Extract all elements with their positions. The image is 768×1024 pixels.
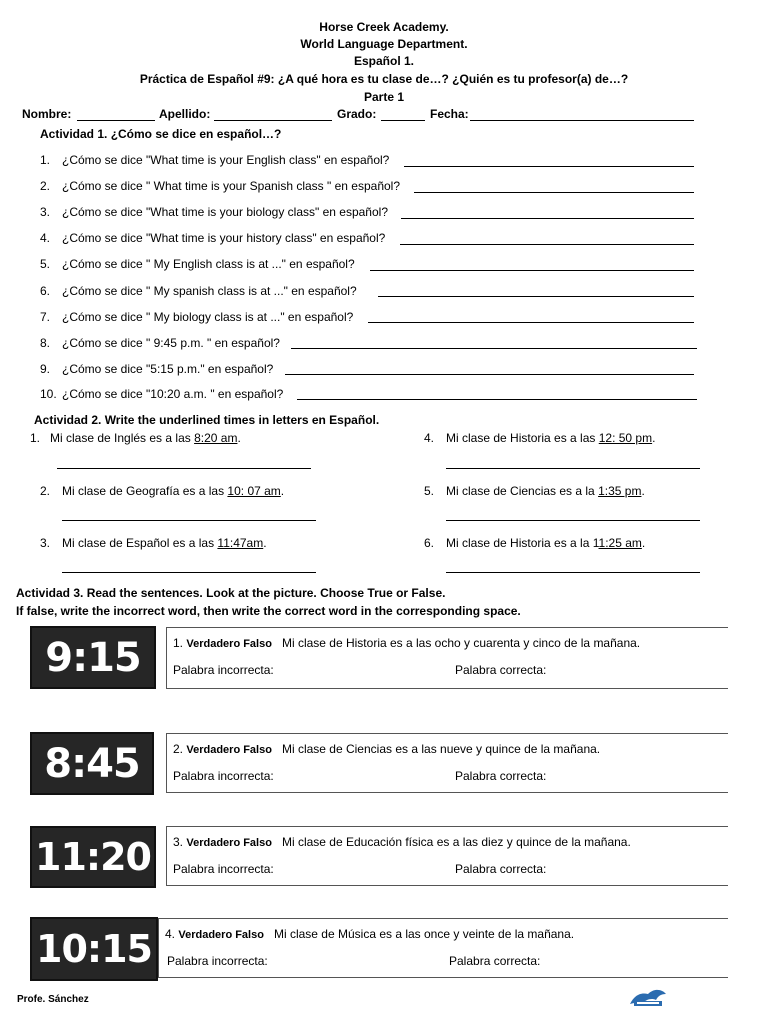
actividad1-title: Actividad 1. ¿Cómo se dice en español…?: [40, 127, 282, 141]
fecha-label: Fecha:: [430, 107, 469, 121]
grado-label: Grado:: [337, 107, 377, 121]
correct-word-field-3[interactable]: Palabra correcta:: [455, 862, 547, 876]
nombre-label: Nombre:: [22, 107, 72, 121]
correct-word-field-2[interactable]: Palabra correcta:: [455, 769, 547, 783]
department-name: World Language Department.: [300, 37, 468, 51]
actividad3-title-1: Actividad 3. Read the sentences. Look at the picture. Choose True or False.: [16, 586, 446, 600]
answer-line-1[interactable]: [404, 166, 694, 167]
statement-card-3: [166, 826, 728, 886]
actividad2-title: Actividad 2. Write the underlined times in letters en Español.: [34, 413, 380, 427]
time-item-4: 4. Mi clase de Historia es a las 12: 50 pm.: [424, 431, 656, 445]
incorrect-word-field-1[interactable]: Palabra incorrecta:: [173, 663, 274, 677]
incorrect-word-field-4[interactable]: Palabra incorrecta:: [167, 954, 268, 968]
true-false-choice-3[interactable]: Verdadero Falso: [186, 837, 272, 849]
nombre-blank[interactable]: [77, 120, 155, 121]
question-9: 9. ¿Cómo se dice "5:15 p.m." en español?: [40, 362, 274, 376]
time-answer-5[interactable]: [446, 520, 700, 521]
question-5: 5. ¿Cómo se dice " My English class is at ..." en español?: [40, 257, 355, 271]
question-8: 8. ¿Cómo se dice " 9:45 p.m. " en español?: [40, 336, 280, 350]
time-answer-6[interactable]: [446, 572, 700, 573]
correct-word-field-1[interactable]: Palabra correcta:: [455, 663, 547, 677]
statement-2: 2. Verdadero Falso Mi clase de Ciencias es a las nueve y quince de la mañana.: [173, 742, 601, 756]
question-6: 6. ¿Cómo se dice " My spanish class is at ..." en español?: [40, 284, 357, 298]
clock-image-2: 8:45: [30, 732, 154, 795]
actividad3-title-2: If false, write the incorrect word, then write the correct word in the corresponding space.: [16, 604, 521, 618]
answer-line-2[interactable]: [414, 192, 694, 193]
clock-image-3: 11:20: [30, 826, 156, 888]
question-2: 2. ¿Cómo se dice " What time is your Spanish class " en español?: [40, 179, 401, 193]
true-false-choice-2[interactable]: Verdadero Falso: [186, 744, 272, 756]
fecha-blank[interactable]: [470, 120, 694, 121]
answer-line-6[interactable]: [378, 296, 694, 297]
statement-card-1: [166, 627, 728, 689]
incorrect-word-field-2[interactable]: Palabra incorrecta:: [173, 769, 274, 783]
time-item-2: 2. Mi clase de Geografía es a las 10: 07 am.: [40, 484, 285, 498]
answer-line-8[interactable]: [291, 348, 697, 349]
part-label: Parte 1: [363, 90, 405, 104]
practice-title: Práctica de Español #9: ¿A qué hora es tu clase de…? ¿Quién es tu profesor(a) de…?: [139, 72, 629, 86]
answer-line-3[interactable]: [401, 218, 694, 219]
time-answer-4[interactable]: [446, 468, 700, 469]
answer-line-7[interactable]: [368, 322, 694, 323]
school-mascot-logo-icon: [628, 986, 668, 1008]
question-4: 4. ¿Cómo se dice "What time is your history class" en español?: [40, 231, 386, 245]
question-1: 1. ¿Cómo se dice "What time is your English class" en español?: [40, 153, 390, 167]
correct-word-field-4[interactable]: Palabra correcta:: [449, 954, 541, 968]
true-false-choice-1[interactable]: Verdadero Falso: [186, 638, 272, 650]
answer-line-9[interactable]: [285, 374, 694, 375]
time-item-5: 5. Mi clase de Ciencias es a la 1:35 pm.: [424, 484, 645, 498]
grado-blank[interactable]: [381, 120, 425, 121]
incorrect-word-field-3[interactable]: Palabra incorrecta:: [173, 862, 274, 876]
statement-card-2: [166, 733, 728, 793]
clock-image-4: 10:15: [30, 917, 158, 981]
teacher-name: Profe. Sánchez: [17, 994, 89, 1005]
statement-1: 1. Verdadero Falso Mi clase de Historia es a las ocho y cuarenta y cinco de la mañana.: [173, 636, 641, 650]
time-item-1: 1. Mi clase de Inglés es a las 8:20 am.: [30, 431, 241, 445]
question-10: 10. ¿Cómo se dice "10:20 a.m. " en español?: [40, 387, 284, 401]
apellido-label: Apellido:: [159, 107, 211, 121]
time-answer-1[interactable]: [57, 468, 311, 469]
time-answer-3[interactable]: [62, 572, 316, 573]
statement-4: 4. Verdadero Falso Mi clase de Música es a las once y veinte de la mañana.: [165, 927, 575, 941]
time-item-6: 6. Mi clase de Historia es a la 11:25 am.: [424, 536, 646, 550]
question-3: 3. ¿Cómo se dice "What time is your biology class" en español?: [40, 205, 388, 219]
course-name: Español 1.: [353, 54, 415, 68]
true-false-choice-4[interactable]: Verdadero Falso: [178, 929, 264, 941]
question-7: 7. ¿Cómo se dice " My biology class is at ..." en español?: [40, 310, 354, 324]
school-name: Horse Creek Academy.: [319, 20, 449, 34]
time-item-3: 3. Mi clase de Español es a las 11:47am.: [40, 536, 267, 550]
apellido-blank[interactable]: [214, 120, 332, 121]
answer-line-10[interactable]: [297, 399, 697, 400]
answer-line-5[interactable]: [370, 270, 694, 271]
time-answer-2[interactable]: [62, 520, 316, 521]
answer-line-4[interactable]: [400, 244, 694, 245]
statement-3: 3. Verdadero Falso Mi clase de Educación física es a las diez y quince de la mañana.: [173, 835, 631, 849]
clock-image-1: 9:15: [30, 626, 156, 689]
statement-card-4: [158, 918, 728, 978]
